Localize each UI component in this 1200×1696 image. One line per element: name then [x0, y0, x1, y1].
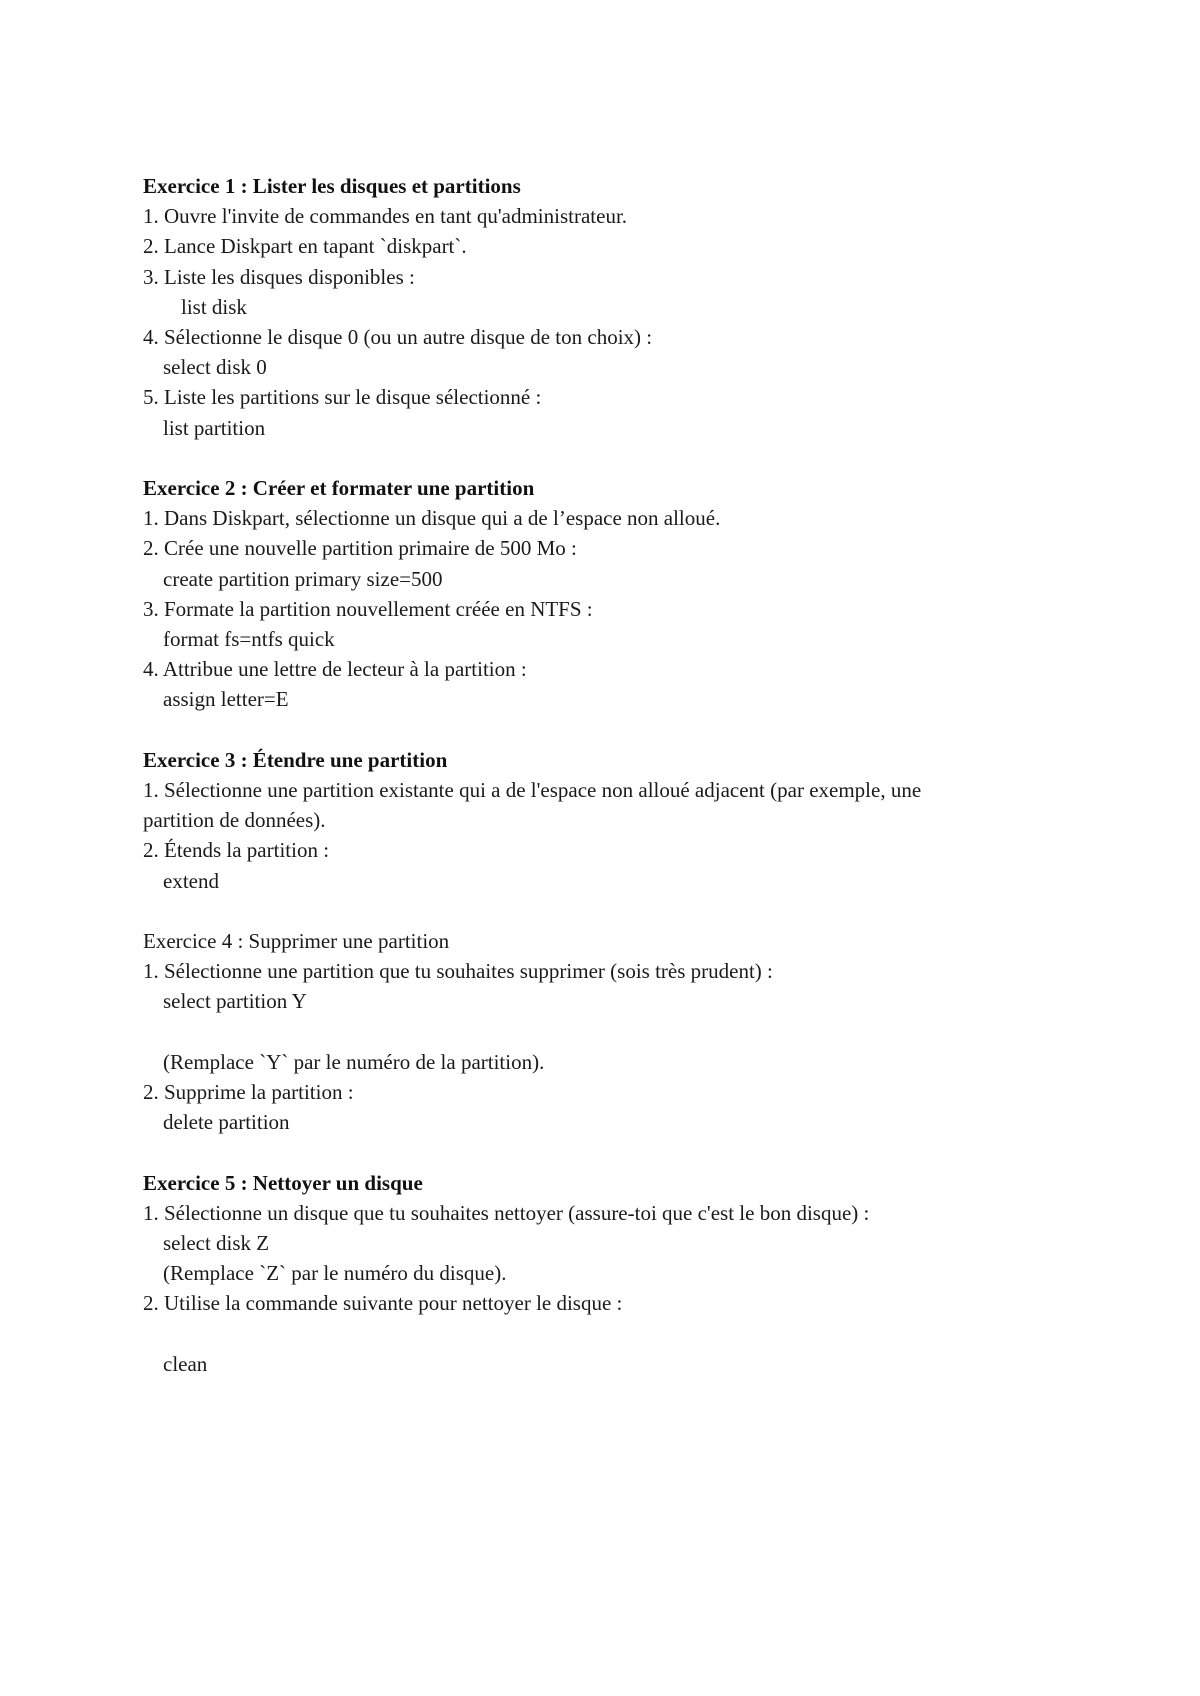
exercise-3 — [143, 745, 1083, 896]
exercise-1-step-1: 1. Ouvre l'invite de commandes en tant qu'administrateur. — [143, 204, 628, 229]
exercise-2-step-3: 3. Formate la partition nouvellement créée en NTFS : — [143, 596, 593, 621]
document-page — [143, 171, 1083, 1379]
exercise-3-title: Exercice 3 : Étendre une partition — [143, 747, 448, 772]
exercise-2-step-4: 4. Attribue une lettre de lecteur à la partition : — [143, 657, 527, 682]
exercise-2-command-assign: assign letter=E — [163, 687, 289, 712]
exercise-1-command-list-disk: list disk — [181, 294, 247, 319]
exercise-5-step-2: 2. Utilise la commande suivante pour nettoyer le disque : — [143, 1291, 623, 1316]
spacer — [143, 443, 1083, 473]
exercise-5-command-clean: clean — [163, 1351, 208, 1376]
exercise-1-step-4: 4. Sélectionne le disque 0 (ou un autre disque de ton choix) : — [143, 325, 653, 350]
exercise-4-title: Exercice 4 : Supprimer une partition — [143, 929, 450, 954]
exercise-2 — [143, 473, 1083, 715]
exercise-2-command-create-partition: create partition primary size=500 — [163, 566, 443, 591]
exercise-5 — [143, 1168, 1083, 1379]
exercise-4-note: (Remplace `Y` par le numéro de la partition). — [163, 1049, 545, 1074]
exercise-2-step-2: 2. Crée une nouvelle partition primaire de 500 Mo : — [143, 536, 577, 561]
exercise-5-title: Exercice 5 : Nettoyer un disque — [143, 1170, 423, 1195]
exercise-3-step-1: 1. Sélectionne une partition existante qui a de l'espace non alloué adjacent (par exemple, une — [143, 778, 922, 803]
exercise-5-step-1: 1. Sélectionne un disque que tu souhaites nettoyer (assure-toi que c'est le bon disque) : — [143, 1200, 870, 1225]
exercise-1-command-select-disk: select disk 0 — [163, 355, 267, 380]
exercise-3-step-2: 2. Étends la partition : — [143, 838, 330, 863]
exercise-1-step-2: 2. Lance Diskpart en tapant `diskpart`. — [143, 234, 467, 259]
exercise-5-note: (Remplace `Z` par le numéro du disque). — [163, 1261, 507, 1286]
exercise-1-step-5: 5. Liste les partitions sur le disque sélectionné : — [143, 385, 542, 410]
exercise-3-step-1-continued: partition de données). — [143, 808, 326, 833]
exercise-4-step-1: 1. Sélectionne une partition que tu souhaites supprimer (sois très prudent) : — [143, 959, 773, 984]
exercise-2-title: Exercice 2 : Créer et formater une partition — [143, 476, 535, 501]
exercise-2-command-format: format fs=ntfs quick — [163, 627, 335, 652]
exercise-4-command-delete: delete partition — [163, 1110, 290, 1135]
exercise-1 — [143, 171, 1083, 443]
spacer — [143, 715, 1083, 745]
exercise-4-step-2: 2. Supprime la partition : — [143, 1080, 354, 1105]
spacer — [143, 1017, 1083, 1047]
exercise-1-title: Exercice 1 : Lister les disques et partitions — [143, 174, 521, 198]
exercise-3-command-extend: extend — [163, 868, 219, 893]
exercise-1-step-3: 3. Liste les disques disponibles : — [143, 264, 415, 289]
exercise-5-command-select-disk: select disk Z — [163, 1231, 270, 1256]
exercise-1-command-list-partition: list partition — [163, 415, 266, 440]
exercise-4 — [143, 926, 1083, 1137]
spacer — [143, 1137, 1083, 1167]
spacer — [143, 1319, 1083, 1349]
exercise-4-command-select-partition: select partition Y — [163, 989, 307, 1014]
spacer — [143, 896, 1083, 926]
exercise-2-step-1: 1. Dans Diskpart, sélectionne un disque qui a de l’espace non alloué. — [143, 506, 721, 531]
